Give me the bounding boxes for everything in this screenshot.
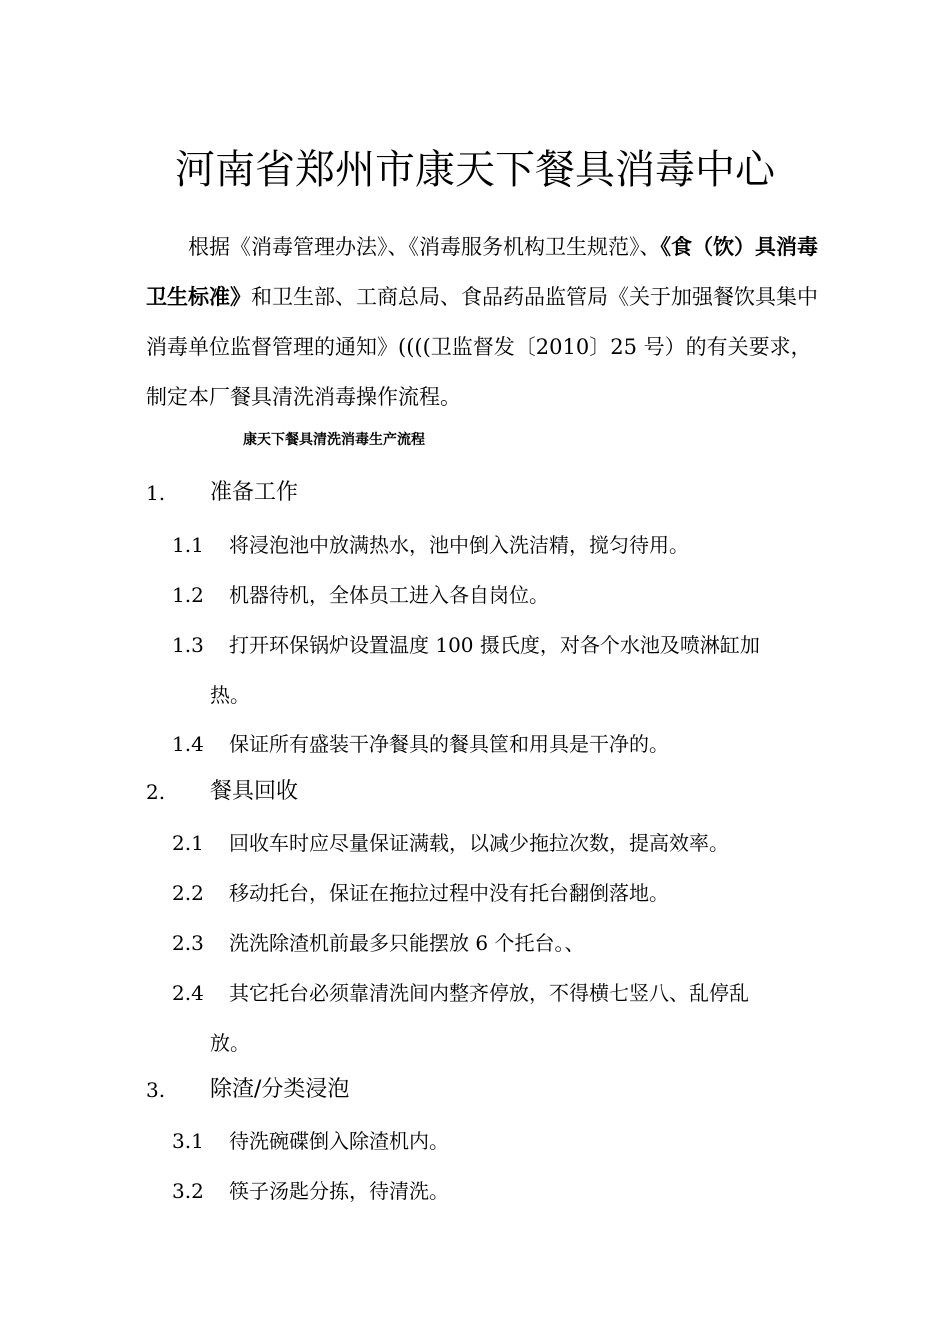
item-text: 保证所有盛装干净餐具的餐具筐和用具是干净的。 [229, 732, 669, 756]
intro-text-part1: 根据《消毒管理办法》、《消毒服务机构卫生规范》、 [188, 235, 661, 259]
item-text: 待洗碗碟倒入除渣机内。 [229, 1129, 449, 1153]
intro-text-bold: 《食（饮）具消毒卫生标准》 [146, 235, 818, 309]
section-number: 3. [146, 1078, 166, 1102]
item-text-continuation: 热。 [210, 683, 250, 707]
list-item [172, 1166, 818, 1216]
item-text: 洗洗除渣机前最多只能摆放 6 个托台。、 [229, 931, 585, 955]
section-title: 餐具回收 [210, 779, 299, 804]
section-number: 2. [146, 780, 166, 804]
list-item [172, 918, 818, 968]
item-text: 移动托台，保证在拖拉过程中没有托台翻倒落地。 [229, 881, 669, 905]
section-title: 准备工作 [210, 480, 299, 505]
item-number: 1.2 [172, 583, 204, 607]
item-number: 2.1 [172, 831, 204, 855]
list-item [172, 719, 818, 769]
item-number: 1.3 [172, 633, 204, 657]
list-item [172, 818, 818, 868]
item-number: 2.2 [172, 881, 204, 905]
section-title: 除渣/分类浸泡 [210, 1077, 350, 1102]
list-item [172, 968, 818, 1068]
item-number: 2.4 [172, 981, 204, 1005]
section-number: 1. [146, 481, 166, 505]
process-subtitle: 康天下餐具清洗消毒生产流程 [243, 432, 425, 448]
intro-paragraph [146, 222, 818, 422]
item-number: 2.3 [172, 931, 204, 955]
item-text: 打开环保锅炉设置温度 100 摄氏度，对各个水池及喷淋缸加 [229, 633, 760, 657]
item-number: 1.1 [172, 533, 204, 557]
item-text: 其它托台必须靠清洗间内整齐停放，不得横七竖八、乱停乱 [229, 981, 749, 1005]
list-item [172, 868, 818, 918]
item-text: 筷子汤匙分拣，待清洗。 [229, 1179, 449, 1203]
document-title: 河南省郑州市康天下餐具消毒中心 [175, 147, 775, 193]
item-text: 回收车时应尽量保证满载，以减少拖拉次数，提高效率。 [229, 831, 729, 855]
item-number: 1.4 [172, 732, 204, 756]
item-number: 3.2 [172, 1179, 204, 1203]
list-item [172, 570, 818, 620]
item-number: 3.1 [172, 1129, 204, 1153]
item-text: 机器待机，全体员工进入各自岗位。 [229, 583, 549, 607]
list-item [172, 1116, 818, 1166]
item-text: 将浸泡池中放满热水，池中倒入洗洁精，搅匀待用。 [229, 533, 689, 557]
item-text-continuation: 放。 [210, 1031, 250, 1055]
intro-text-part3: 和卫生部、工商总局、食品药品监管局《关于加强餐饮具集中消毒单位监督管理的通知》((((卫监督发〔2010〕25 号）的有关要求，制定本厂餐具清洗消毒操作流程。 [146, 285, 818, 409]
list-item [172, 620, 818, 720]
list-item [172, 520, 818, 570]
